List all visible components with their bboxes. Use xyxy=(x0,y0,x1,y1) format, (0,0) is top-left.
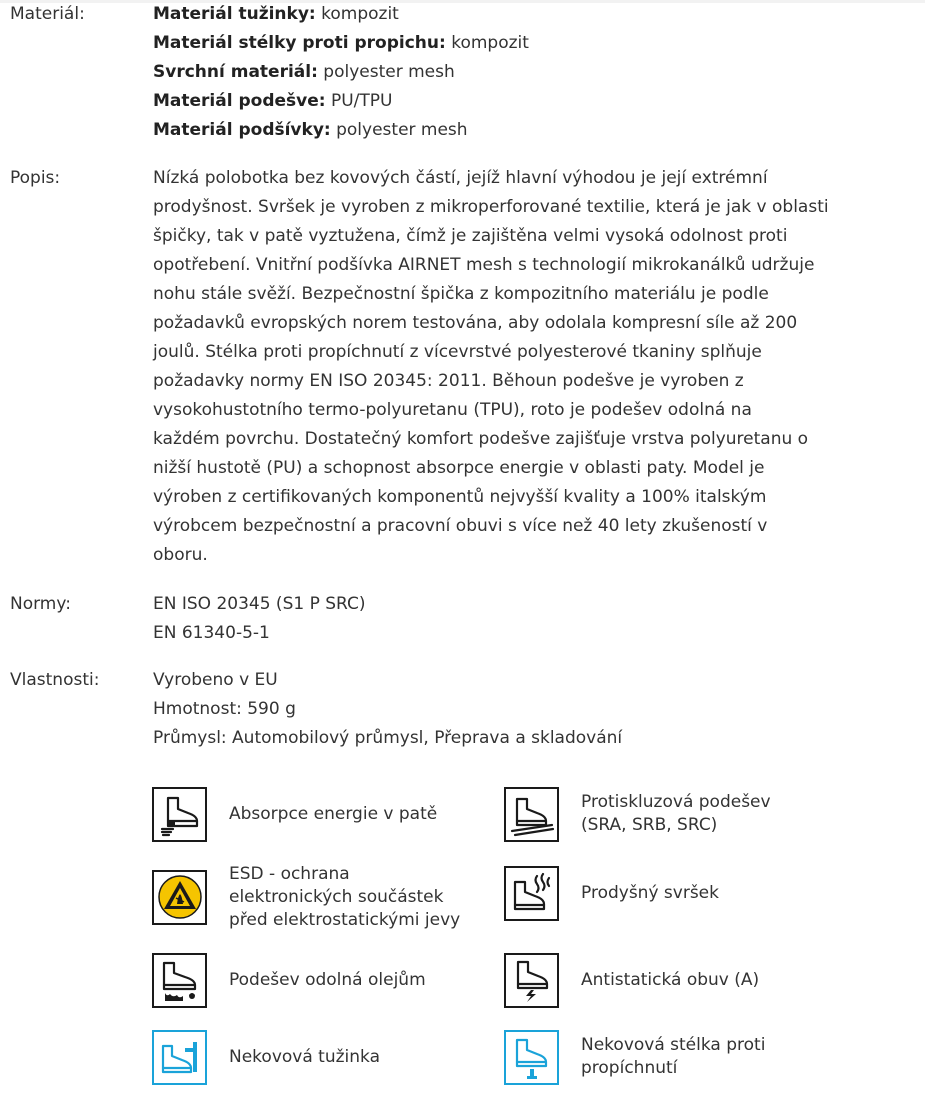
description-line: nižší hustotě (PU) a schopnost absorpce energie v oblasti paty. Model je xyxy=(153,458,765,478)
feature-label: Nekovová stélka proti propíchnutí xyxy=(581,1035,766,1078)
description-line: joulů. Stélka proti propíchnutí z vícevrstvé polyesterové tkaniny splňuje xyxy=(153,342,762,362)
non-metal-insole-icon xyxy=(504,1030,559,1085)
description-line: nohu stále svěží. Bezpečnostní špička z kompozitního materiálu je podle xyxy=(153,284,769,304)
material-values xyxy=(153,0,815,145)
feature-antistatic xyxy=(504,951,759,1009)
feature-anti-slip xyxy=(504,785,771,843)
feature-esd xyxy=(152,863,461,930)
material-item: Svrchní materiál: polyester mesh xyxy=(153,62,455,82)
standards-row xyxy=(10,590,915,648)
standards-label: Normy: xyxy=(10,594,71,614)
feature-label: Absorpce energie v patě xyxy=(229,803,438,824)
oil-resistant-sole-icon xyxy=(152,953,207,1008)
description-line: každém povrchu. Dostatečný komfort podešve zajišťuje vrstva polyuretanu o xyxy=(153,429,809,449)
description-line: špičky, tak v patě vyztužena, čímž je zajištěna velmi vysoká odolnost proti xyxy=(153,226,788,246)
description-line: prodyšnost. Svršek je vyroben z mikroperforované textilie, která je jak v oblasti xyxy=(153,197,829,217)
feature-non-metal-insole xyxy=(504,1028,765,1086)
description-label: Popis: xyxy=(10,168,61,188)
description-line: oboru. xyxy=(153,545,208,565)
material-item: Materiál stélky proti propichu: kompozit xyxy=(153,33,529,53)
standards-values xyxy=(153,590,815,648)
feature-oil-resistant xyxy=(152,951,426,1009)
material-row xyxy=(10,0,915,145)
feature-breathable xyxy=(504,864,719,922)
heel-energy-absorption-icon xyxy=(152,787,207,842)
feature-label: Antistatická obuv (A) xyxy=(581,969,760,990)
description-line: požadavky normy EN ISO 20345: 2011. Běhoun podešve je vyroben z xyxy=(153,371,744,391)
properties-label: Vlastnosti: xyxy=(10,670,100,690)
description-line: výroben z certifikovaných komponentů nejvyšší kvality a 100% italským xyxy=(153,487,767,507)
antistatic-shoe-icon xyxy=(504,953,559,1008)
description-line: vysokohustotního termo-polyuretanu (TPU), roto je podešev odolná na xyxy=(153,400,752,420)
material-label: Materiál: xyxy=(10,4,85,24)
anti-slip-sole-icon xyxy=(504,787,559,842)
feature-non-metal-toecap xyxy=(152,1028,380,1086)
standard-item: EN 61340-5-1 xyxy=(153,623,270,643)
esd-warning-icon xyxy=(152,870,207,925)
feature-label: Nekovová tužinka xyxy=(229,1046,380,1067)
description-text xyxy=(153,164,829,570)
feature-label: Podešev odolná olejům xyxy=(229,969,426,990)
property-item: Hmotnost: 590 g xyxy=(153,699,296,719)
description-row xyxy=(10,164,915,570)
feature-label: Prodyšný svršek xyxy=(581,882,719,903)
material-item: Materiál podšívky: polyester mesh xyxy=(153,120,468,140)
breathable-upper-icon xyxy=(504,866,559,921)
feature-label: ESD - ochrana elektronických součástek před elektrostatickými jevy xyxy=(229,863,461,930)
non-metal-toecap-icon xyxy=(152,1030,207,1085)
description-line: výrobcem bezpečnostní a pracovní obuvi s více než 40 lety zkušeností v xyxy=(153,516,768,536)
description-line: Nízká polobotka bez kovových částí, jejíž hlavní výhodou je její extrémní xyxy=(153,168,768,188)
material-item: Materiál tužinky: kompozit xyxy=(153,4,399,24)
feature-label: Protiskluzová podešev (SRA, SRB, SRC) xyxy=(581,792,771,835)
property-item: Vyrobeno v EU xyxy=(153,670,278,690)
properties-row xyxy=(10,666,915,753)
material-item: Materiál podešve: PU/TPU xyxy=(153,91,393,111)
product-specifications xyxy=(10,0,915,753)
description-line: opotřebení. Vnitřní podšívka AIRNET mesh s technologií mikrokanálků udržuje xyxy=(153,255,815,275)
description-line: požadavků evropských norem testována, aby odolala kompresní síle až 200 xyxy=(153,313,798,333)
property-item: Průmysl: Automobilový průmysl, Přeprava a skladování xyxy=(153,728,623,748)
properties-values xyxy=(153,666,815,753)
standard-item: EN ISO 20345 (S1 P SRC) xyxy=(153,594,366,614)
feature-energy-absorption xyxy=(152,785,437,843)
